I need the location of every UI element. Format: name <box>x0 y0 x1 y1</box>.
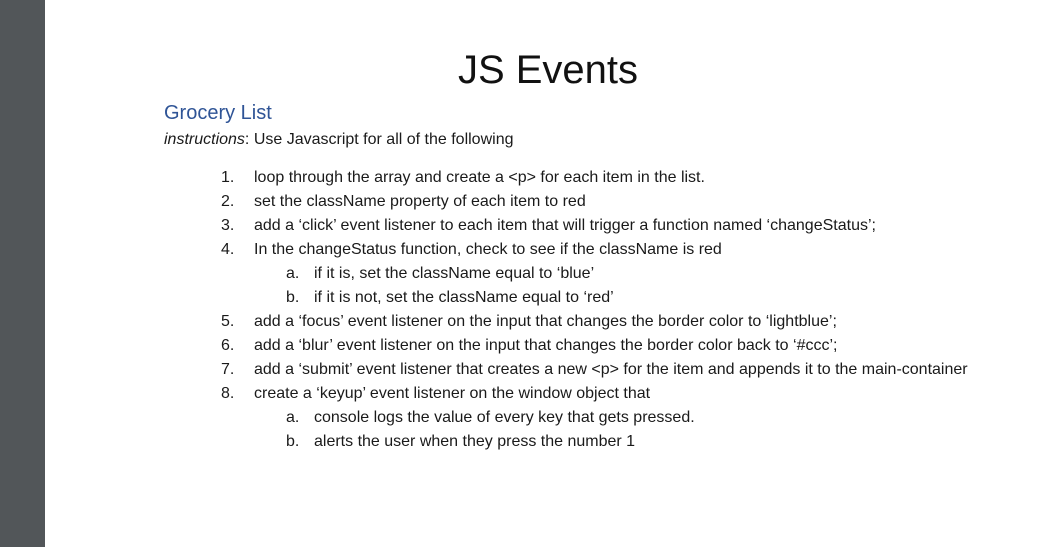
list-number: 2. <box>221 193 235 210</box>
document-title: JS Events <box>457 48 639 92</box>
instructions-label: instructions <box>164 131 245 148</box>
list-number: 6. <box>221 337 235 354</box>
list-text: set the className property of each item to red <box>254 193 586 210</box>
list-text: create a ‘keyup’ event listener on the window object that <box>254 385 651 402</box>
sub-list-item <box>45 430 1051 454</box>
sub-list-letter: a. <box>286 265 300 282</box>
list-item <box>45 382 1051 406</box>
sub-list-item <box>45 406 1051 430</box>
list-item <box>45 358 1051 382</box>
list-text: loop through the array and create a <p> for each item in the list. <box>254 169 705 186</box>
sub-list-letter: b. <box>286 289 300 306</box>
sub-list-letter: a. <box>286 409 300 426</box>
instructions-line <box>164 129 513 151</box>
list-number: 8. <box>221 385 235 402</box>
list-text: add a ‘blur’ event listener on the input that changes the border color back to ‘#ccc’; <box>254 337 838 354</box>
list-item <box>45 190 1051 214</box>
list-text: if it is not, set the className equal to ‘red’ <box>314 289 614 306</box>
sub-list-letter: b. <box>286 433 300 450</box>
sub-list-item <box>45 286 1051 310</box>
list-text: console logs the value of every key that gets pressed. <box>314 409 695 426</box>
list-text: if it is, set the className equal to ‘blue’ <box>314 265 595 282</box>
list-number: 3. <box>221 217 235 234</box>
list-number: 7. <box>221 361 235 378</box>
list-number: 1. <box>221 169 235 186</box>
list-text: add a ‘submit’ event listener that creates a new <p> for the item and appends it to the main-container <box>254 361 968 378</box>
list-item <box>45 214 1051 238</box>
instruction-list <box>45 166 1051 454</box>
document-page <box>45 0 1051 547</box>
list-text: add a ‘click’ event listener to each item that will trigger a function named ‘changeStatus’; <box>254 217 876 234</box>
list-number: 5. <box>221 313 235 330</box>
section-heading: Grocery List <box>164 102 272 124</box>
list-number: 4. <box>221 241 235 258</box>
list-item <box>45 310 1051 334</box>
list-item <box>45 166 1051 190</box>
list-item <box>45 334 1051 358</box>
list-text: In the changeStatus function, check to see if the className is red <box>254 241 722 258</box>
list-text: add a ‘focus’ event listener on the input that changes the border color to ‘lightblue’; <box>254 313 837 330</box>
viewer-left-margin <box>0 0 45 547</box>
list-text: alerts the user when they press the number 1 <box>314 433 636 450</box>
list-item <box>45 238 1051 262</box>
instructions-text: : Use Javascript for all of the following <box>244 131 514 148</box>
sub-list-item <box>45 262 1051 286</box>
